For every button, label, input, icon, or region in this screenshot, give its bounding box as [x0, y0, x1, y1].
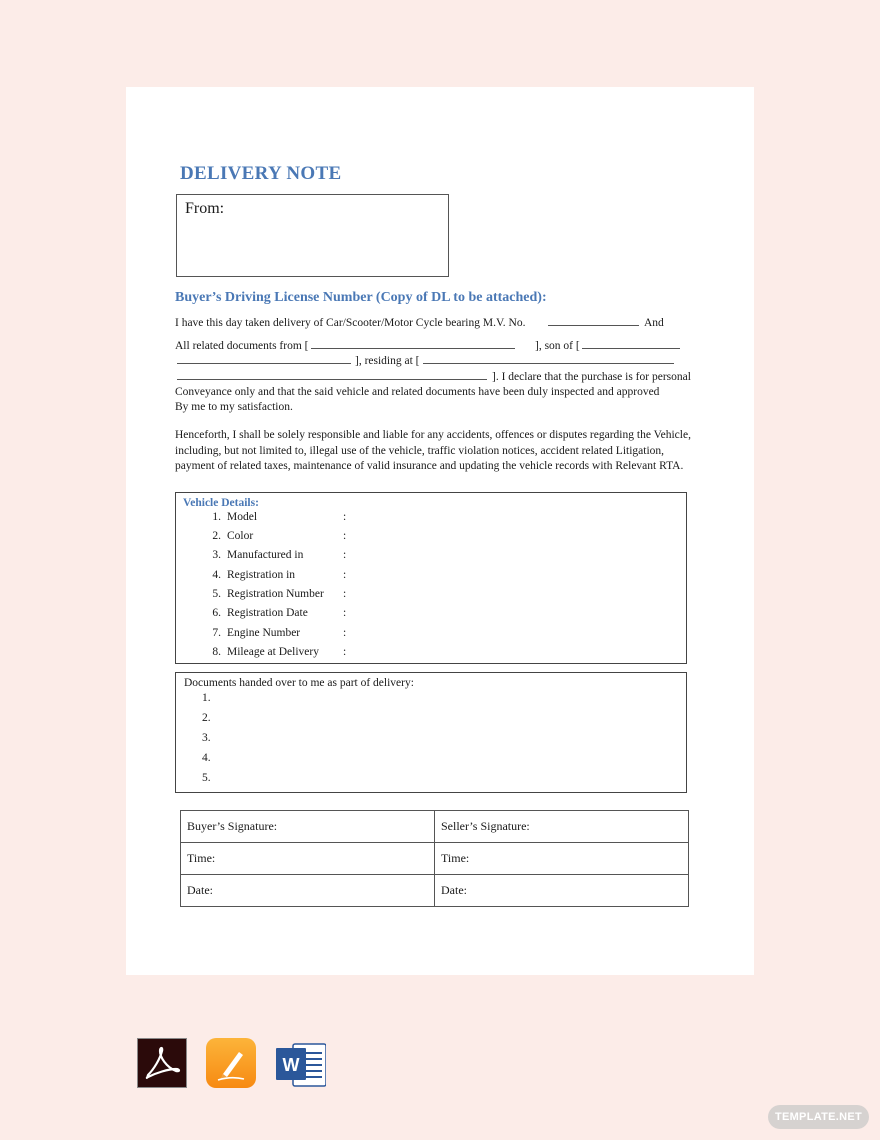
vehicle-item: 4. Registration in :: [212, 569, 347, 581]
documents-title: Documents handed over to me as part of delivery:: [184, 677, 414, 689]
document-list-item: 5.: [202, 772, 211, 784]
residing-at-blank: [423, 363, 674, 364]
seller-date-cell: Date:: [435, 875, 689, 907]
document-list-item: 4.: [202, 752, 211, 764]
adobe-acrobat-icon[interactable]: [137, 1038, 187, 1088]
document-list-item: 3.: [202, 732, 211, 744]
dl-heading: Buyer’s Driving License Number (Copy of DL to be attached):: [175, 290, 547, 305]
address-blank: [177, 379, 487, 380]
template-net-watermark: TEMPLATE.NET: [768, 1105, 869, 1129]
line1-and: And: [644, 317, 664, 329]
son-of-blank-continued: [177, 363, 351, 364]
mv-number-blank: [548, 325, 639, 326]
para1-line2: Conveyance only and that the said vehicle and related documents have been duly inspected and approved: [175, 386, 660, 398]
responsibility-paragraph: Henceforth, I shall be solely responsible and liable for any accidents, offences or disputes regarding the Vehicle, including, but not limited to, illegal use of the vehicle, traffic violation notices, accident related Litigation, payment of related taxes, maintenance of valid insurance and updating the vehicle records with Relevant RTA.: [175, 429, 691, 472]
ms-word-icon[interactable]: [276, 1038, 326, 1088]
line2-son: ], son of [: [535, 340, 580, 352]
vehicle-item: 6. Registration Date :: [212, 607, 347, 619]
para1-line3: By me to my satisfaction.: [175, 401, 293, 413]
document-list-item: 2.: [202, 712, 211, 724]
son-of-blank: [582, 348, 680, 349]
line2-text: All related documents from [: [175, 340, 309, 352]
line3-residing: ], residing at [: [355, 355, 420, 367]
buyer-signature-cell: Buyer’s Signature:: [181, 811, 435, 843]
vehicle-details-title: Vehicle Details:: [183, 497, 259, 509]
vehicle-details-box: [175, 492, 687, 664]
buyer-time-cell: Time:: [181, 843, 435, 875]
document-list-item: 1.: [202, 692, 211, 704]
line1-text: I have this day taken delivery of Car/Scooter/Motor Cycle bearing M.V. No.: [175, 317, 526, 329]
seller-time-cell: Time:: [435, 843, 689, 875]
page-title: DELIVERY NOTE: [180, 163, 342, 184]
vehicle-item: 5. Registration Number :: [212, 588, 347, 600]
from-label: From:: [185, 200, 225, 217]
from-person-blank: [311, 348, 515, 349]
vehicle-item: 7. Engine Number :: [212, 627, 347, 639]
vehicle-item: 2. Color :: [212, 530, 347, 542]
svg-text:W: W: [282, 1055, 300, 1075]
vehicle-item: 8. Mileage at Delivery :: [212, 646, 347, 658]
document-page: [126, 87, 754, 975]
from-box: [176, 194, 449, 277]
line4-declare: ]. I declare that the purchase is for personal: [492, 371, 691, 383]
buyer-date-cell: Date:: [181, 875, 435, 907]
apple-pages-icon[interactable]: [206, 1038, 256, 1088]
seller-signature-cell: Seller’s Signature:: [435, 811, 689, 843]
vehicle-item: 1. Model :: [212, 511, 347, 523]
signature-table: [180, 810, 689, 907]
vehicle-item: 3. Manufactured in :: [212, 549, 347, 561]
documents-box: [175, 672, 687, 793]
